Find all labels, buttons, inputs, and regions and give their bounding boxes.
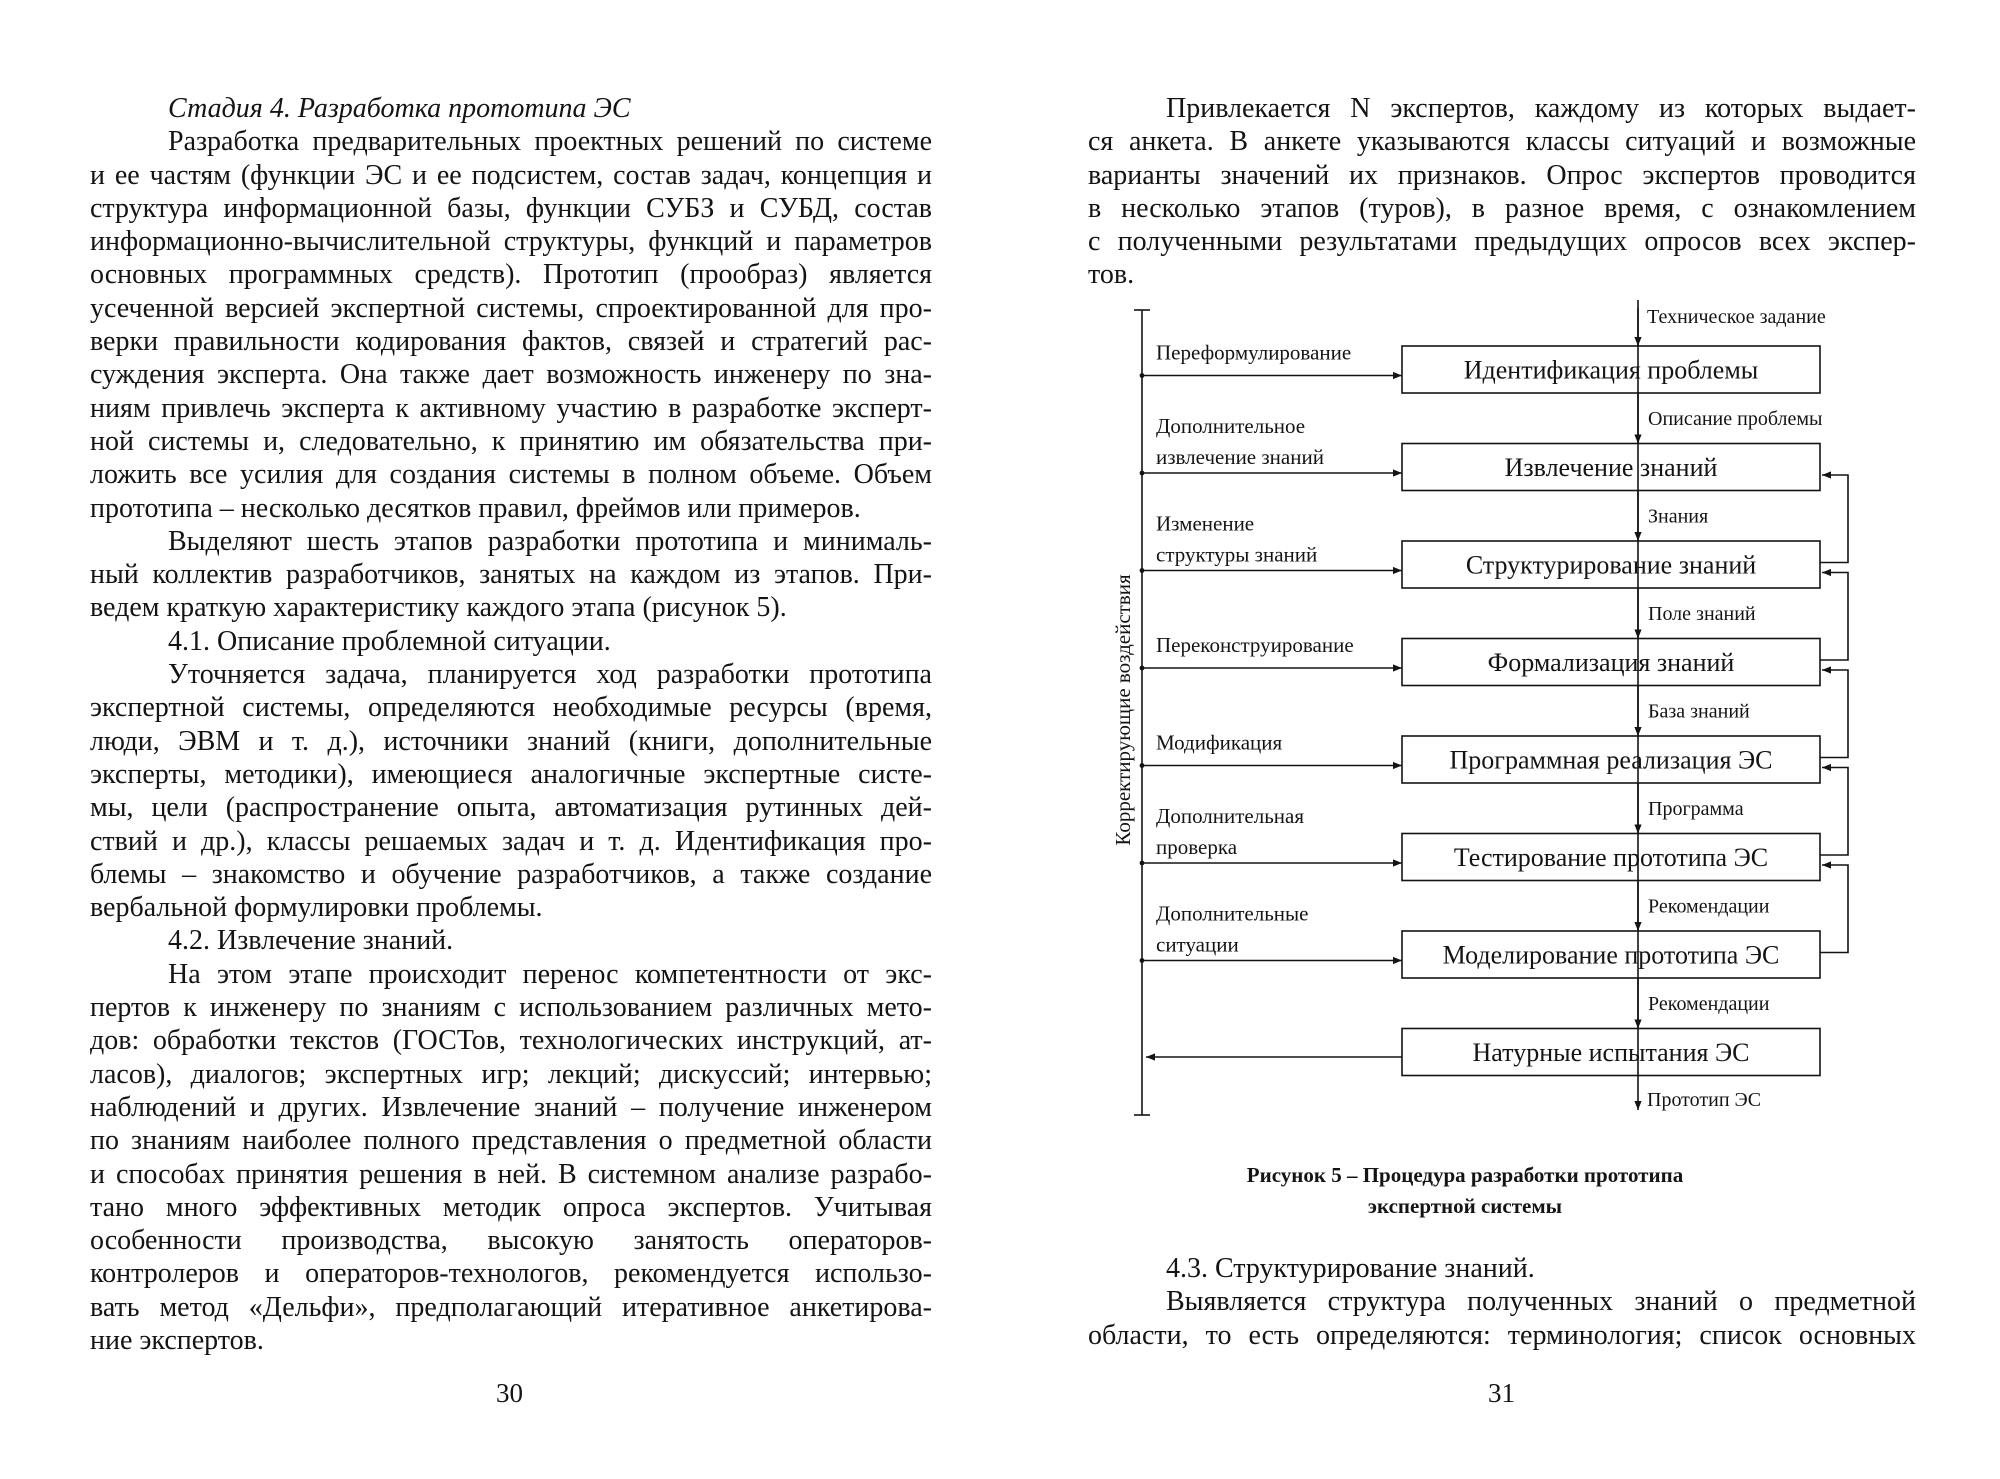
- text-line: На этом этапе происходит перенос компетентности от экс-: [168, 958, 932, 990]
- text-line: ной системы и, следовательно, к принятию им обязательства при-: [90, 425, 932, 457]
- text-line: усеченной версией экспертной системы, спроектированной для про-: [90, 292, 932, 324]
- text-line: экспертной системы, определяются необходимые ресурсы (время,: [90, 692, 932, 724]
- caption-line-1: Рисунок 5 – Процедура разработки прототипа: [1246, 1163, 1684, 1187]
- text-line: и способах принятия решения в ней. В системном анализе разрабо-: [90, 1158, 932, 1190]
- flow-label: Рекомендации: [1648, 993, 1770, 1015]
- text-line: ный коллектив разработчиков, занятых на каждом из этапов. При-: [90, 559, 932, 591]
- text-line: информационно-вычислительной структуры, функций и параметров: [90, 226, 932, 258]
- text-line: Уточняется задача, планируется ход разработки прототипа: [168, 659, 932, 691]
- text-line: контролеров и операторов-технологов, рекомендуется использо-: [90, 1258, 932, 1290]
- text-line: 4.2. Извлечение знаний.: [168, 925, 454, 957]
- text-line: и ее частям (функции ЭС и ее подсистем, состав задач, концепция и: [90, 159, 932, 191]
- text-line: Привлекается N экспертов, каждому из которых выдает-: [1166, 93, 1916, 124]
- corrective-label: Дополнительное: [1156, 414, 1306, 438]
- corrective-label: структуры знаний: [1156, 542, 1318, 567]
- flow-label: Описание проблемы: [1648, 408, 1823, 430]
- flow-label: Знания: [1648, 505, 1709, 528]
- corrective-label: Переконструирование: [1156, 633, 1354, 657]
- corrective-label: Дополнительные: [1156, 901, 1309, 926]
- junction-dot: [1140, 666, 1145, 671]
- page-number-right: 31: [1488, 1378, 1515, 1408]
- right-page: [1000, 0, 2000, 1479]
- feedback-loop: [1820, 573, 1848, 661]
- text-line: области, то есть определяются: терминология; список основных: [1088, 1319, 1916, 1351]
- output-label: Прототип ЭС: [1647, 1089, 1762, 1111]
- junction-dot: [1140, 958, 1145, 963]
- text-line: по знаниям наиболее полного представления о предметной области: [90, 1125, 932, 1157]
- text-line: ние экспертов.: [90, 1324, 264, 1356]
- flowchart-diagram: [1100, 300, 1980, 1130]
- flow-label: Программа: [1648, 798, 1744, 820]
- left-page-text: [90, 92, 932, 1357]
- caption-line-2: экспертной системы: [1367, 1194, 1563, 1218]
- flow-label: Рекомендации: [1648, 895, 1770, 918]
- text-line: ведем краткую характеристику каждого этапа (рисунок 5).: [90, 592, 787, 624]
- text-line: особенности производства, высокую занятость операторов-: [90, 1225, 932, 1257]
- text-line: вать метод «Дельфи», предполагающий итеративное анкетирова-: [90, 1291, 932, 1323]
- stage-box-label: Формализация знаний: [1487, 648, 1735, 677]
- stage-box-label: Тестирование прототипа ЭС: [1453, 843, 1769, 872]
- stage-box-label: Идентификация проблемы: [1463, 355, 1759, 385]
- text-line: пертов к инженеру по знаниям с использованием различных мето-: [90, 992, 932, 1024]
- input-label: Техническое задание: [1647, 306, 1826, 328]
- text-line: люди, ЭВМ и т. д.), источники знаний (книги, дополнительные: [90, 725, 932, 757]
- stage-box-label: Натурные испытания ЭС: [1472, 1038, 1750, 1067]
- text-line: ложить все усилия для создания системы в полном объеме. Объем: [90, 459, 932, 491]
- flow-label: Поле знаний: [1648, 603, 1756, 625]
- text-line: с полученными результатами предыдущих опросов всех экспер-: [1088, 226, 1916, 258]
- stage-heading: Стадия 4. Разработка прототипа ЭС: [168, 93, 631, 124]
- text-line: основных программных средств). Прототип (прообраз) является: [90, 259, 932, 291]
- corrective-label: извлечение знаний: [1156, 445, 1324, 469]
- right-page-top-text: [1088, 92, 1916, 292]
- junction-dot: [1140, 373, 1145, 378]
- text-line: тов.: [1088, 259, 1135, 291]
- corrective-label: проверка: [1156, 835, 1238, 859]
- feedback-loop: [1820, 475, 1848, 563]
- stage-box-label: Моделирование прототипа ЭС: [1442, 940, 1780, 970]
- text-line: вербальной формулировки проблемы.: [90, 892, 543, 924]
- feedback-loop: [1820, 670, 1848, 758]
- figure-caption: [1180, 1160, 1750, 1222]
- corrective-label: ситуации: [1156, 932, 1239, 957]
- text-line: 4.3. Структурирование знаний.: [1166, 1253, 1535, 1284]
- corrective-label: Модификация: [1156, 730, 1283, 755]
- text-line: мы, цели (распространение опыта, автоматизация рутинных дей-: [90, 792, 932, 824]
- feedback-loop: [1820, 865, 1848, 953]
- text-line: ниям привлечь эксперта к активному участию в разработке эксперт-: [90, 392, 932, 424]
- text-line: блемы – знакомство и обучение разработчиков, а также создание: [90, 858, 932, 890]
- vertical-label: Корректирующие воздействия: [1111, 574, 1135, 846]
- junction-dot: [1140, 471, 1145, 476]
- text-line: варианты значений их признаков. Опрос экспертов проводится: [1088, 159, 1916, 191]
- text-line: ся анкета. В анкете указываются классы ситуаций и возможные: [1088, 126, 1916, 158]
- junction-dot: [1140, 763, 1145, 768]
- text-line: наблюдений и других. Извлечение знаний – получение инженером: [90, 1091, 932, 1123]
- text-line: структура информационной базы, функции СУБЗ и СУБД, состав: [90, 192, 932, 224]
- text-line: Выявляется структура полученных знаний о предметной: [1166, 1286, 1916, 1318]
- junction-dot: [1140, 568, 1145, 573]
- text-line: дов: обработки текстов (ГОСТов, технологических инструкций, ат-: [90, 1025, 932, 1057]
- text-line: Разработка предварительных проектных решений по системе: [168, 126, 932, 158]
- stage-box-label: Программная реализация ЭС: [1449, 745, 1773, 775]
- junction-dot: [1140, 861, 1145, 866]
- text-line: ствий и др.), классы решаемых задач и т. д. Идентификация про-: [90, 825, 932, 857]
- text-line: суждения эксперта. Она также дает возможность инженеру по зна-: [90, 359, 932, 391]
- text-line: в несколько этапов (туров), в разное время, с ознакомлением: [1088, 192, 1916, 224]
- feedback-loop: [1820, 768, 1848, 856]
- right-page-bottom-text: [1088, 1252, 1916, 1352]
- corrective-label: Переформулирование: [1156, 340, 1352, 365]
- text-line: тано много эффективных методик опроса экспертов. Учитывая: [90, 1191, 932, 1223]
- stage-box-label: Извлечение знаний: [1504, 453, 1718, 482]
- text-line: прототипа – несколько десятков правил, фреймов или примеров.: [90, 492, 861, 524]
- text-line: 4.1. Описание проблемной ситуации.: [168, 625, 611, 657]
- stage-box-label: Структурирование знаний: [1465, 550, 1757, 580]
- text-line: верки правильности кодирования фактов, связей и стратегий рас-: [90, 326, 932, 358]
- corrective-label: Изменение: [1156, 511, 1255, 536]
- text-line: ласов), диалогов; экспертных игр; лекций; дискуссий; интервью;: [90, 1058, 932, 1090]
- flow-label: База знаний: [1648, 700, 1750, 723]
- page-number-left: 30: [496, 1378, 523, 1408]
- corrective-label: Дополнительная: [1156, 804, 1305, 828]
- text-line: эксперты, методики), имеющиеся аналогичные экспертные систе-: [90, 758, 932, 790]
- text-line: Выделяют шесть этапов разработки прототипа и минималь-: [168, 525, 932, 557]
